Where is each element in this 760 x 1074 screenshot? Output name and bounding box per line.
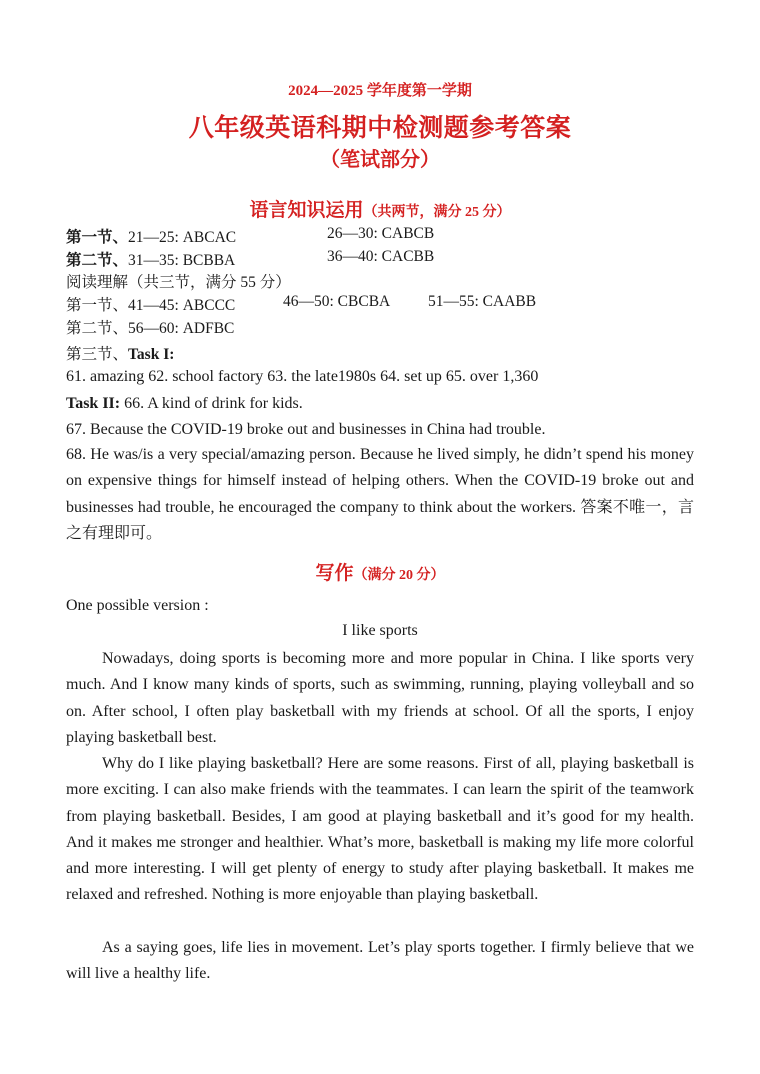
row-label: 第二节、 [66, 320, 129, 337]
task2-answer: 66. A kind of drink for kids. [120, 395, 303, 412]
section-writing-heading [0, 558, 760, 585]
section-language-title: 语言知识运用 [249, 200, 364, 221]
answer-row-2 [66, 248, 235, 270]
answer-range: 41—45: ABCCC [128, 297, 236, 314]
answer-range: 36—40: CACBB [327, 248, 435, 265]
answer-row-5 [66, 342, 174, 364]
row-label: 第一节、 [66, 229, 129, 246]
row-label: 第一节、 [66, 297, 129, 314]
school-year: 2024—2025 学年度第一学期 [288, 83, 472, 99]
essay-paragraph-2: Why do I like playing basketball? Here are some reasons. First of all, playing basketball is more exciting. I can also make friends with the teammates. I can learn the spirit of the teamwork from playing basketball. Besides, I am good at playing basketball and it’s good for my health. And it makes me stronger and healthier. What’s more, basketball is making my life more colorful and more interesting. I will get plenty of energy to study after playing basketball. It makes me relaxed and refreshed. Nothing is more enjoyable than playing basketball. [66, 755, 694, 904]
row-label: 第三节、 [66, 346, 129, 363]
reading-heading: 阅读理解（共三节，满分 55 分） [66, 274, 291, 291]
task-label: Task II: [66, 395, 121, 412]
task1-answers: 61. amazing 62. school factory 63. the late1980s 64. set up 65. over 1,360 [66, 368, 539, 385]
row-label: 第二节、 [66, 252, 129, 269]
essay-title: I like sports [342, 622, 418, 639]
answer-68: 68. He was/is a very special/amazing person. Because he lived simply, he didn’t spend his money on expensive things for himself instead of helping others. When the COVID-19 broke out and businesses had trouble, he encouraged the company to think about the workers. 答案不唯一，言之有理即可。 [66, 446, 694, 542]
task-label: Task I: [128, 346, 175, 363]
answer-range: 31—35: BCBBA [128, 252, 236, 269]
essay-intro: One possible version : [66, 597, 209, 614]
answer-row-1 [66, 225, 236, 247]
page-title: 八年级英语科期中检测题参考答案 [188, 115, 572, 142]
answer-range: 21—25: ABCAC [128, 229, 237, 246]
section-writing-title: 写作 [315, 563, 354, 584]
section-language-note: （共两节，满分 25 分） [363, 205, 511, 220]
answer-row-3 [66, 293, 235, 315]
answer-row-4 [66, 316, 234, 338]
section-writing-note: （满分 20 分） [353, 568, 445, 583]
answer-range: 56—60: ADFBC [128, 320, 235, 337]
essay-paragraph-1: Nowadays, doing sports is becoming more and more popular in China. I like sports very much. And I know many kinds of sports, such as swimming, running, playing volleyball and so on. After school, I often play basketball with my friends at school. Of all the sports, I enjoy playing basketball best. [66, 650, 694, 746]
task2-row [66, 395, 303, 413]
answer-range: 26—30: CABCB [327, 225, 435, 242]
answer-67: 67. Because the COVID-19 broke out and businesses in China had trouble. [66, 421, 546, 438]
essay-paragraph-3: As a saying goes, life lies in movement. Let’s play sports together. I firmly believe that we will live a healthy life. [66, 939, 694, 983]
answer-range: 46—50: CBCBA [283, 293, 391, 310]
page-subtitle: （笔试部分） [320, 149, 440, 171]
section-language-heading [0, 195, 760, 222]
answer-range: 51—55: CAABB [428, 293, 537, 310]
